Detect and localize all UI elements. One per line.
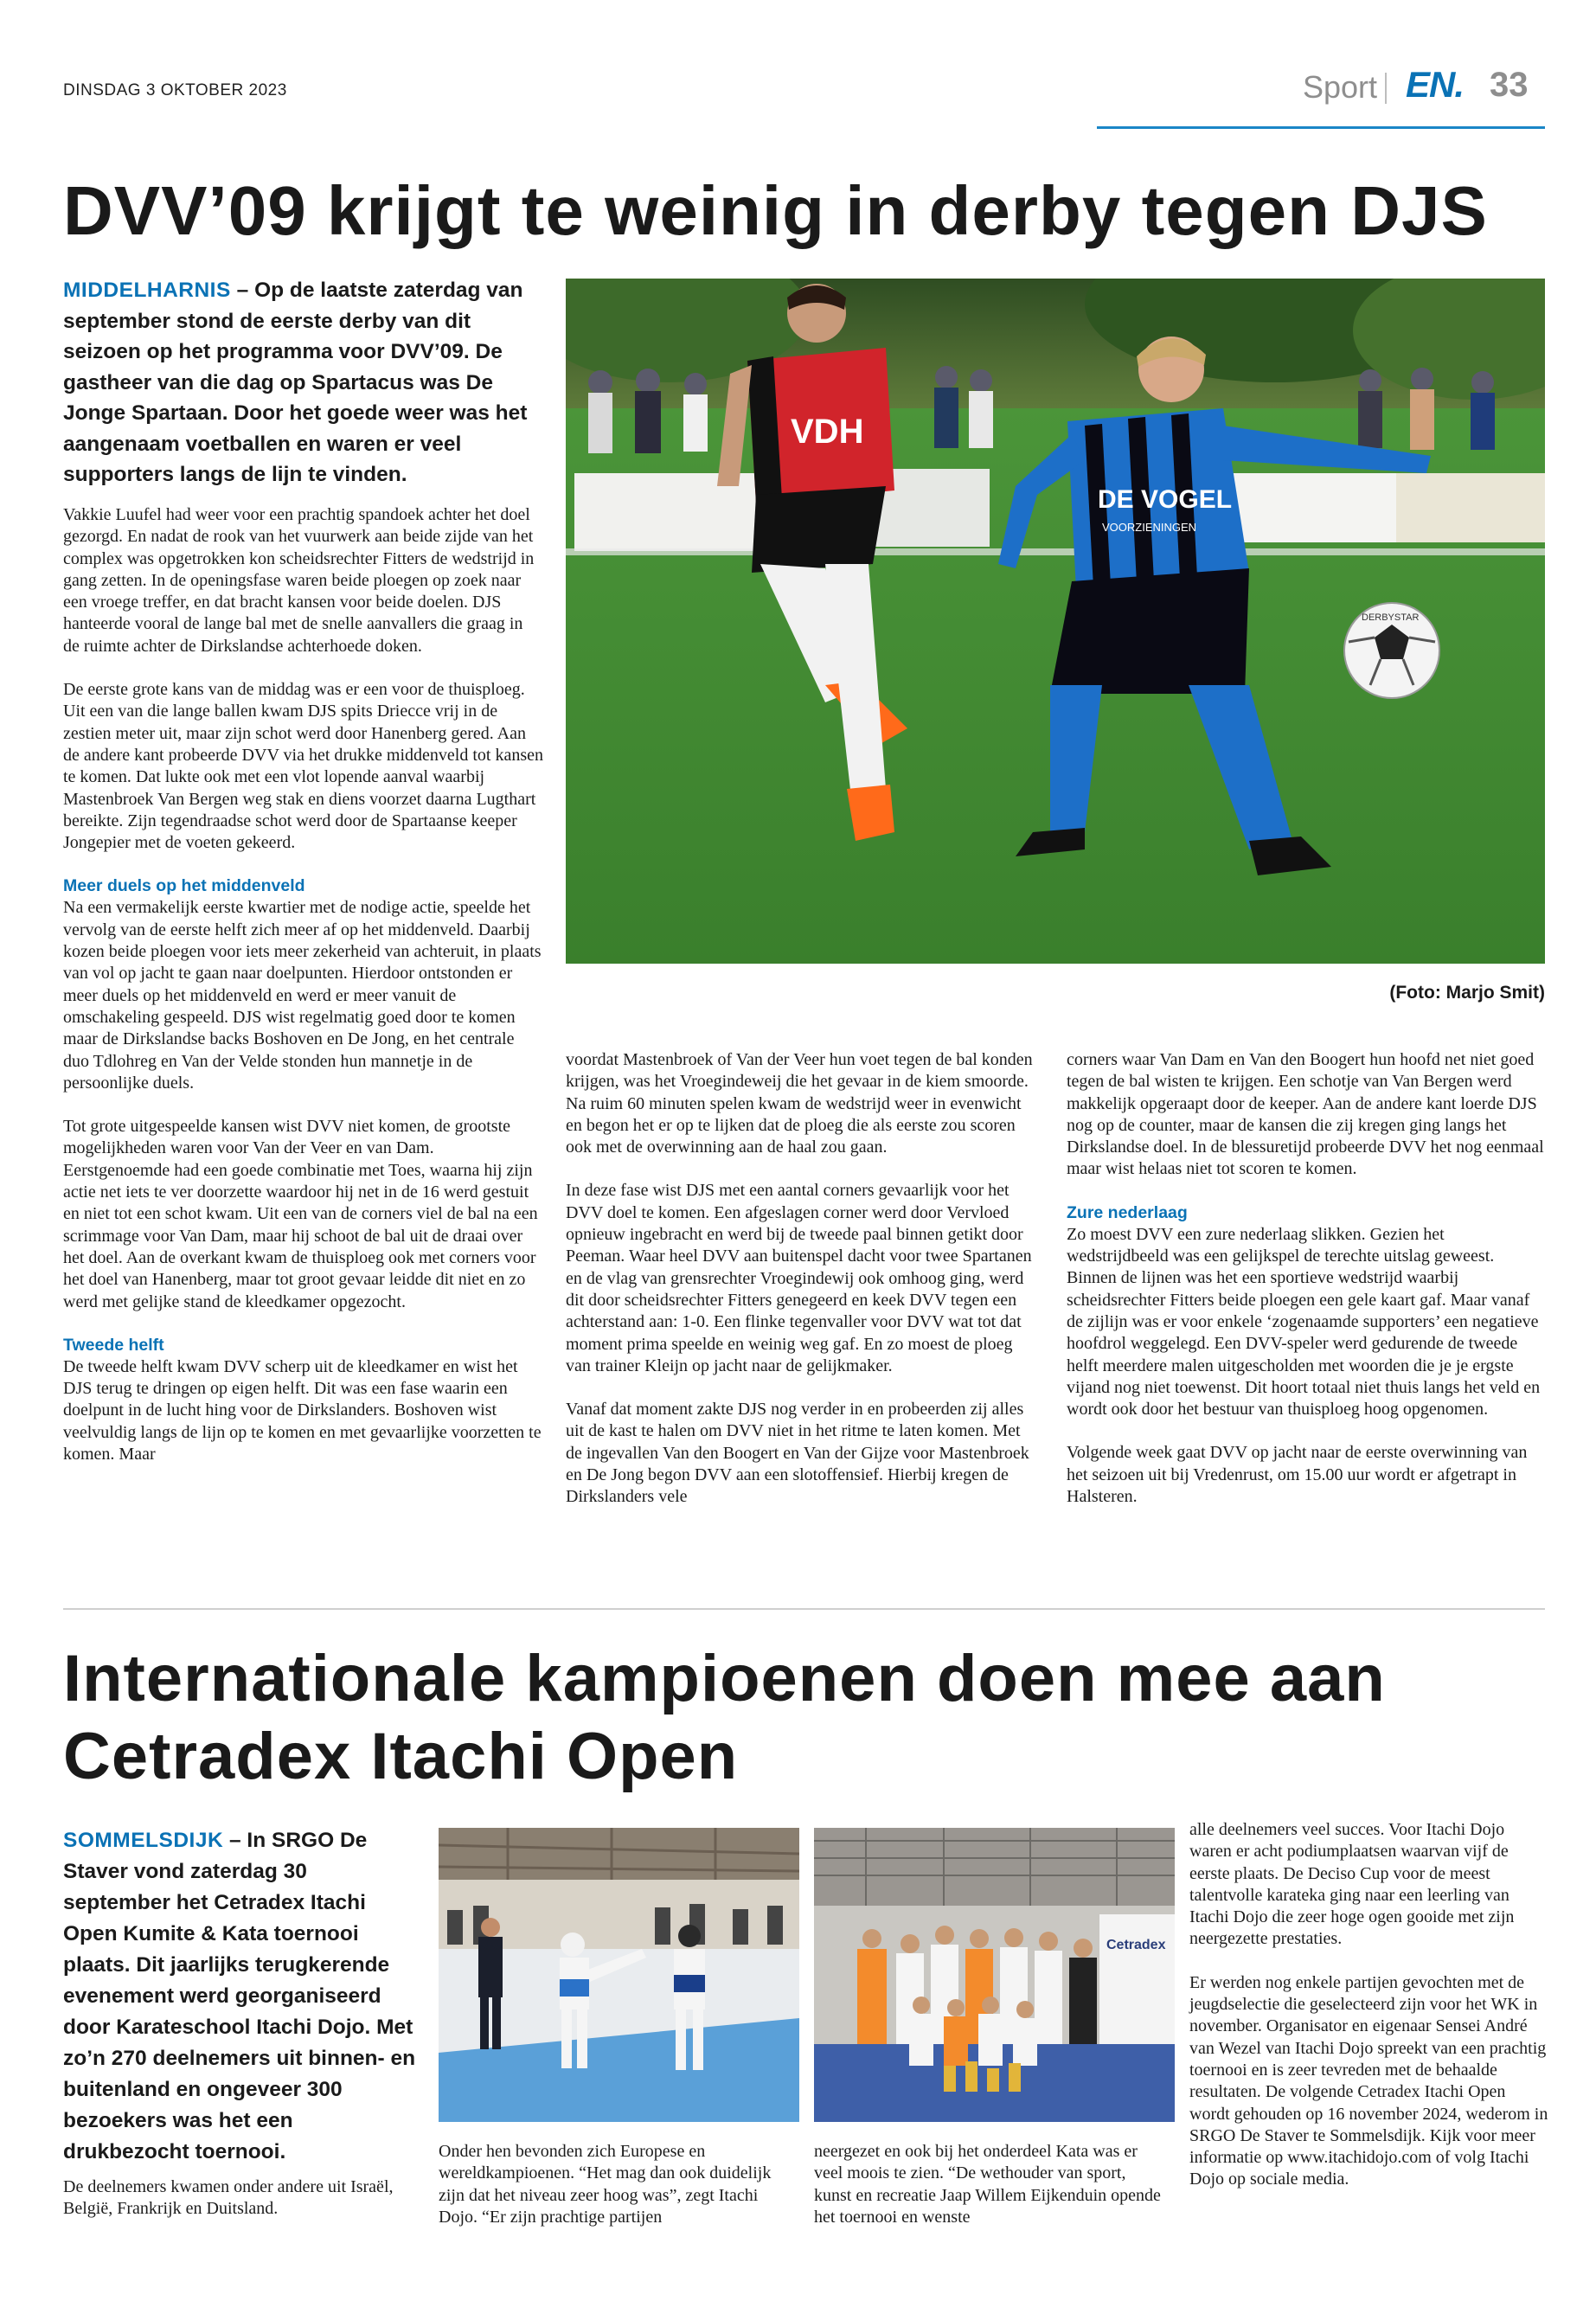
article1-lead bbox=[63, 275, 548, 490]
article1-subheading-2: Tweede helft bbox=[63, 1335, 164, 1355]
brand-logo: EN. bbox=[1406, 64, 1465, 105]
article2-column-1 bbox=[63, 2176, 409, 2221]
article2-column-2 bbox=[439, 2141, 789, 2228]
article2-column-4 bbox=[1189, 1819, 1548, 2191]
article2-lead-text: – In SRGO De Staver vond zaterdag 30 september het Cetradex Itachi Open Kumite & Kata toernooi plaats. Dit jaarlijks terugkerende evenement werd georganiseerd door Karateschool Itachi Dojo. Met zo’n 270 deelnemers uit binnen- en buitenland en ongeveer 300 bezoekers was het een drukbezocht toernooi. bbox=[63, 1829, 416, 2163]
kumite-photo-illustration bbox=[439, 1828, 799, 2122]
article1-photo bbox=[566, 279, 1545, 964]
article2-lead bbox=[63, 1825, 418, 2168]
article2-para1: De deelnemers kwamen onder andere uit Israël, België, Frankrijk en Duitsland. bbox=[63, 2177, 394, 2219]
article-divider bbox=[63, 1608, 1545, 1610]
article1-subheading-1: Meer duels op het middenveld bbox=[63, 876, 305, 896]
article2-para4: alle deelnemers veel succes. Voor Itachi Dojo waren er acht podiumplaatsen waarvan vijf de eerste plaats. De Deciso Cup voor de meest talentvolle karateka ging naar een leerling van Itachi Dojo die zeer hoge ogen gooide met zijn neergezette prestaties. bbox=[1189, 1820, 1515, 1949]
article2-para5: Er werden nog enkele partijen gevochten met de jeugdselectie die geselecteerd zijn voor het WK in november. Organisator en eigenaar Sensei André van Wezel van Itachi Dojo spreekt van een prachtig toernooi en is zeer tevreden met de behaalde resultaten. De volgende Cetradex Itachi Open wordt gehouden op 16 november 2024, wederom in SRGO De Staver te Sommelsdijk. Kijk voor meer informatie op www.itachidojo.com of volg Itachi Dojo op sociale media. bbox=[1189, 1972, 1548, 2189]
article2-title: Internationale kampioenen doen mee aan Cetradex Itachi Open bbox=[63, 1642, 1386, 1793]
article1-para4: Tot grote uitgespeelde kansen wist DVV niet komen, de grootste mogelijkheden waren voor Van der Veer en van Dam. Eerstgenoemde had een goede combinatie met Toes, waarna hij zijn actie net iets te ver doorzette waardoor hij net in de 16 werd gestuit en niet tot een schot kwam. Uit een van de corners viel de bal na een scrimmage voor Van Dam, maar hij schoot de bal uit de draai over het doel. Aan de overkant kwam de thuisploeg ook met corners voor het doel van Hanenberg, maar tot groot gevaar leidde dit niet en zo werd met gelijke stand de kleedkamer opgezocht. bbox=[63, 1117, 538, 1311]
article2-column-3 bbox=[814, 2141, 1164, 2228]
article1-title: DVV’09 krijgt te weinig in derby tegen DJS bbox=[63, 172, 1488, 249]
article1-para3: Na een vermakelijk eerste kwartier met de nodige actie, speelde het vervolg van de eerste helft zich meer af op het middenveld. Daarbij kozen beide ploegen voor iets meer zekerheid van achteruit, in plaats van vol op jacht te gaan naar doelpunten. Hierdoor ontstonden er meer duels op het middenveld en werd er meer vanuit de omschakeling gespeeld. DJS wist regelmatig goed door te komen maar de Dirkslandse backs Boshoven en De Jong, en het centrale duo Tdlohreg en Van der Velde stonden hun mannetje in de persoonlijke duels. bbox=[63, 898, 542, 1093]
page-number: 33 bbox=[1490, 66, 1529, 104]
article2-photo-team bbox=[814, 1828, 1175, 2122]
article1-para2: De eerste grote kans van de middag was er een voor de thuisploeg. Uit een van die lange ballen kwam DJS spits Driecce vrij in de zestien meter uit, maar zijn schot werd door Hanenberg gered. Aan de andere kant probeerde DVV via het drukke middenveld tot kansen te komen. Dat lukte ook met een vlot lopende aanval waarbij Mastenbroek Van Bergen weg stak en diens voorzet daarna Lugthart bereikte. Zijn tegendraadse schot werd door de Spartaanse keeper Jongepier met de voeten gekeerd. bbox=[63, 680, 543, 853]
jersey-home-text: VDH bbox=[791, 413, 864, 451]
article1-para11: Volgende week gaat DVV op jacht naar de eerste overwinning van het seizoen uit bij Vredenrust, om 15.00 uur wordt er afgetrapt in Halsteren. bbox=[1067, 1443, 1528, 1507]
issue-date: DINSDAG 3 OKTOBER 2023 bbox=[63, 81, 287, 99]
article1-column-1 bbox=[63, 504, 543, 1465]
article2-location: SOMMELSDIJK bbox=[63, 1829, 224, 1852]
article1-location: MIDDELHARNIS bbox=[63, 279, 231, 302]
cetradex-banner-text: Cetradex bbox=[1106, 1938, 1166, 1952]
article1-subheading-3: Zure nederlaag bbox=[1067, 1202, 1188, 1222]
article1-column-2 bbox=[566, 1049, 1037, 1509]
article1-para7: In deze fase wist DJS met een aantal corners gevaarlijk voor het DVV doel te komen. Een afgeslagen corner werd door Vervloed opnieuw ingebracht en werd bij de tweede paal binnen getikt door Peeman. Waar heel DVV aan buitenspel dacht voor twee Spartanen en de vlag van grensrechter Vroegindewij ook omhoog ging, werd dit door scheidsrechter Fitters genegeerd en keek DVV tegen een achterstand aan: 1-0. Een flinke tegenvaller voor DVV wat tot dat moment prima speelde en weinig weg gaf. En zo moest de ploeg van trainer Kleijn op jacht naar de gelijkmaker. bbox=[566, 1181, 1032, 1375]
article1-para1: Vakkie Luufel had weer voor een prachtig spandoek achter het doel gezorgd. En nadat de rook van het vuurwerk aan beide zijde van het complex was opgetrokken kon scheidsrechter Fitters de wedstrijd in gang zetten. In de openingsfase waren beide ploegen op zoek naar een vroege treffer, en dat bracht kansen voor beide doelen. DJS hanteerde vooral de lange bal met de snelle aanvallers die graag in de ruimte achter de Dirkslandse achterhoede doken. bbox=[63, 505, 535, 656]
article1-photo-credit: (Foto: Marjo Smit) bbox=[1389, 983, 1545, 1003]
article1-lead-text: – Op de laatste zaterdag van september stond de eerste derby van dit seizoen op het programma voor DVV’09. De gastheer van die dag op Spartacus was De Jonge Spartaan. Door het goede weer was het aangenaam voetballen en waren er veel supporters langs de lijn te vinden. bbox=[63, 279, 528, 486]
team-photo-illustration bbox=[814, 1828, 1175, 2122]
jersey-sponsor-text: DE VOGEL bbox=[1098, 485, 1233, 514]
article1-para9: corners waar Van Dam en Van den Boogert hun hoofd net niet goed tegen de bal wisten te krijgen. Een schotje van Van Bergen werd makkelijk opgeraapt door de keeper. Aan de andere kant loerde DJS nog op de counter, maar de kansen die zij kregen ging langs het Dirkslandse doel. In de blessuretijd probeerde DVV het nog eenmaal maar wist helaas niet tot scoren te komen. bbox=[1067, 1050, 1544, 1179]
article1-para6: voordat Mastenbroek of Van der Veer hun voet tegen de bal konden krijgen, was het Vroegindeweij die het gevaar in de kiem smoorde. Na ruim 60 minuten spelen kwam de wedstrijd weer in evenwicht en begon het er op te lijken dat de ploeg die als eerste zou scoren ook met de overwinning aan de haal zou gaan. bbox=[566, 1050, 1033, 1157]
football bbox=[1344, 603, 1439, 698]
article2-para2: Onder hen bevonden zich Europese en wereldkampioenen. “Het mag dan ook duidelijk zijn dat het niveau zeer hoog was”, zegt Itachi Dojo. “Er zijn prachtige partijen bbox=[439, 2142, 772, 2227]
header-rule bbox=[1097, 126, 1545, 129]
article2-para3: neergezet en ook bij het onderdeel Kata was er veel moois te zien. “De wethouder van sport, kunst en recreatie Jaap Willem Eijkenduin opende het toernooi en wenste bbox=[814, 2142, 1161, 2227]
football-photo-illustration bbox=[566, 279, 1545, 964]
article1-para5: De tweede helft kwam DVV scherp uit de kleedkamer en wist het DJS terug te dringen op eigen helft. Dit was een fase waarin een doelpunt in de lucht hing voor de Dirkslanders. Boshoven wist veelvuldig langs de lijn op te komen en met gevaarlijke voorzetten te komen. Maar bbox=[63, 1356, 542, 1464]
ball-brand-text: DERBYSTAR bbox=[1362, 612, 1420, 623]
section-name: Sport bbox=[1303, 69, 1378, 105]
article2-photo-kumite bbox=[439, 1828, 799, 2122]
article1-para8: Vanaf dat moment zakte DJS nog verder in en probeerden zij alles uit de kast te halen om DVV niet in het ritme te laten komen. Met de ingevallen Van den Boogert en Van der Gijze voor Mastenbroek en De Jong begon DVV aan een slotoffensief. Hierbij kregen de Dirkslanders vele bbox=[566, 1400, 1029, 1507]
article1-para10: Zo moest DVV een zure nederlaag slikken. Gezien het wedstrijdbeeld was een gelijkspel de terechte uitslag geweest. Binnen de lijnen was het een sportieve wedstrijd waarbij scheidsrechter Fitters beide ploegen een gele kaart gaf. Maar vanaf de zijlijn was er voor enkele ‘zogenaamde supporters’ een negatieve hoofdrol weggelegd. Een DVV-speler werd gedurende de tweede helft meerdere malen uitgescholden met woorden die je je ergste vijand nog niet toewenst. Dit hoort totaal niet thuis langs het veld en wordt ook door het bestuur van thuisploeg hoog opgenomen. bbox=[1067, 1224, 1541, 1420]
header-separator bbox=[1385, 73, 1387, 104]
jersey-sponsor-subtext: VOORZIENINGEN bbox=[1102, 521, 1197, 534]
article1-column-3 bbox=[1067, 1049, 1547, 1508]
